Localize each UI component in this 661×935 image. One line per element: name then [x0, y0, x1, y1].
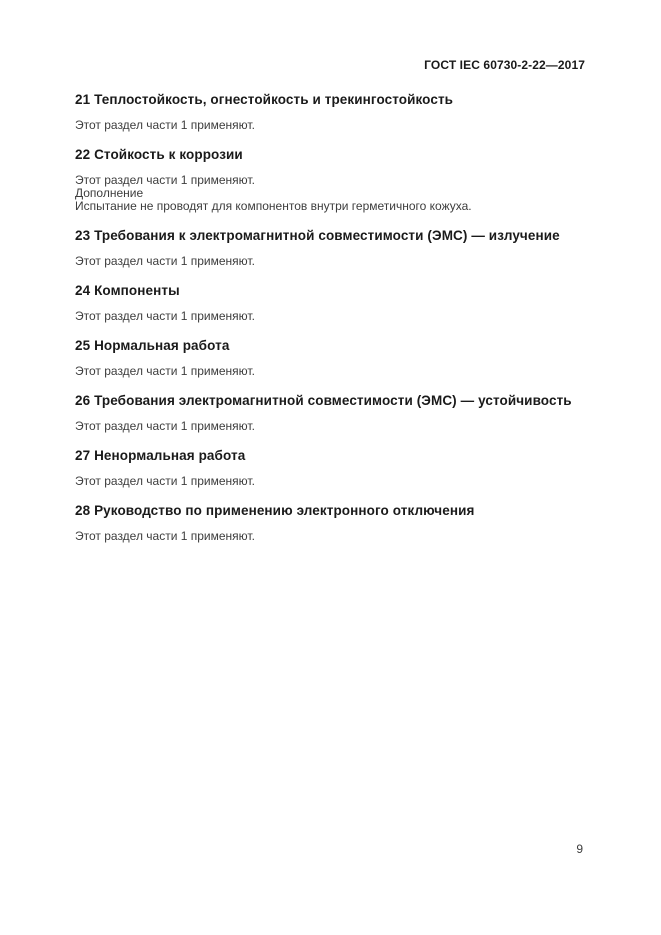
section-paragraph: Этот раздел части 1 применяют. [75, 254, 255, 268]
page-number: 9 [576, 842, 583, 856]
section-paragraph: Этот раздел части 1 применяют. [75, 309, 255, 323]
section-heading: 23 Требования к электромагнитной совместимости (ЭМС) — излучение [75, 228, 560, 243]
section-heading: 24 Компоненты [75, 283, 180, 298]
section-heading: 27 Ненормальная работа [75, 448, 246, 463]
section-paragraph: Этот раздел части 1 применяют. [75, 474, 255, 488]
section-paragraph: Испытание не проводят для компонентов внутри герметичного кожуха. [75, 199, 472, 213]
document-content [75, 58, 585, 558]
section-heading: 28 Руководство по применению электронного отключения [75, 503, 475, 518]
section-paragraph: Этот раздел части 1 применяют. [75, 173, 255, 187]
section-heading: 21 Теплостойкость, огнестойкость и трекингостойкость [75, 92, 454, 107]
section-paragraph: Дополнение [75, 186, 144, 200]
section-24 [75, 283, 585, 323]
section-paragraph: Этот раздел части 1 применяют. [75, 364, 255, 378]
section-paragraph: Этот раздел части 1 применяют. [75, 419, 255, 433]
section-heading: 25 Нормальная работа [75, 338, 230, 353]
section-25 [75, 338, 585, 378]
section-22 [75, 147, 585, 213]
section-heading: 22 Стойкость к коррозии [75, 147, 243, 162]
document-header-standard-number: ГОСТ IEC 60730-2-22—2017 [424, 58, 585, 72]
section-26 [75, 393, 585, 433]
section-paragraph: Этот раздел части 1 применяют. [75, 529, 255, 543]
section-27 [75, 448, 585, 488]
section-paragraph: Этот раздел части 1 применяют. [75, 118, 255, 132]
section-21 [75, 92, 585, 132]
section-23 [75, 228, 585, 268]
section-28 [75, 503, 585, 543]
section-heading: 26 Требования электромагнитной совместимости (ЭМС) — устойчивость [75, 393, 572, 408]
